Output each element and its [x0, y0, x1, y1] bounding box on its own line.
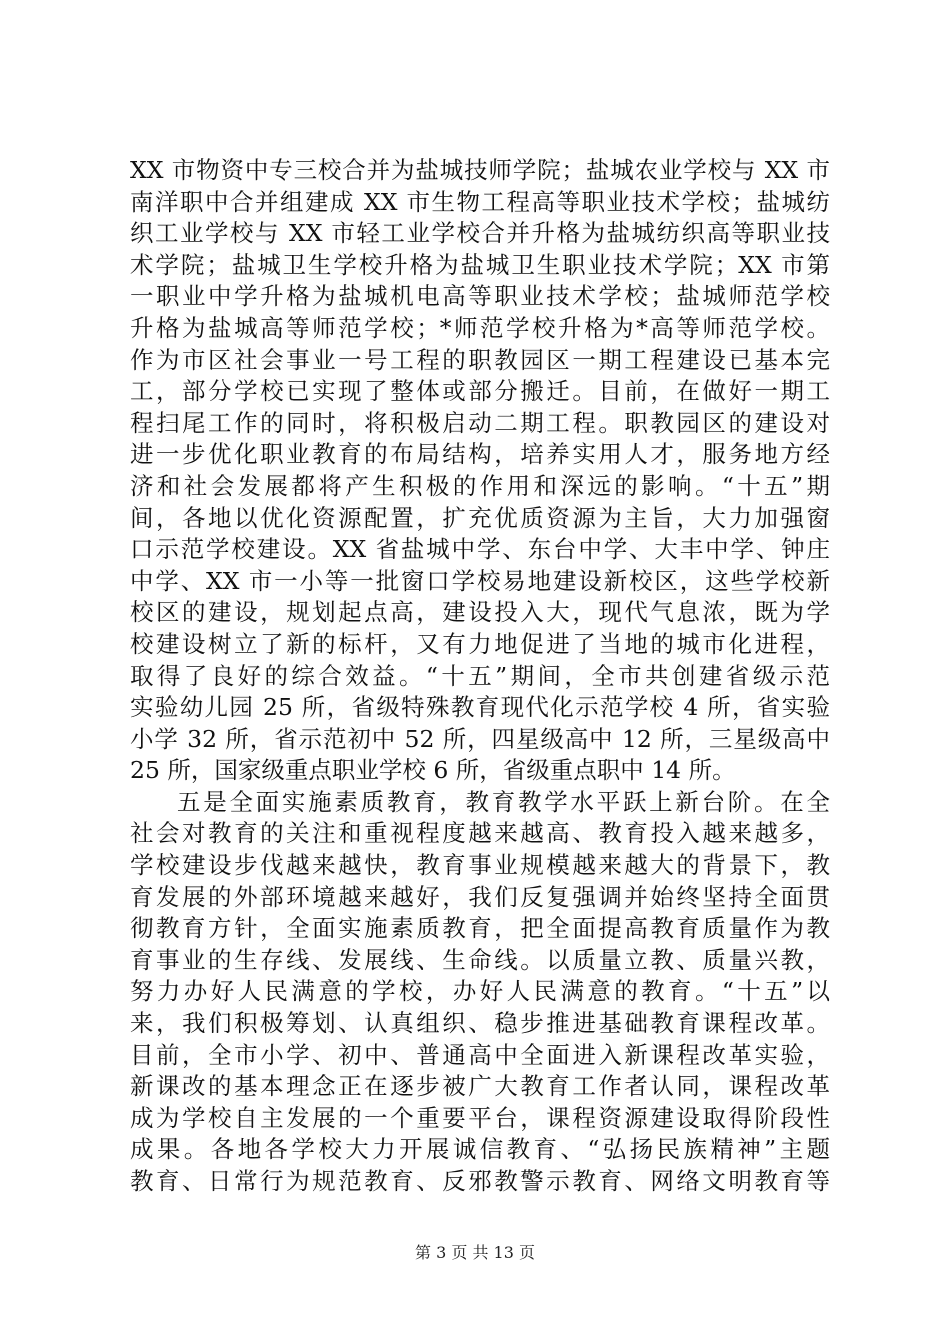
- text-line: 取得了良好的综合效益。“十五”期间，全市共创建省级示范: [130, 661, 830, 690]
- text-line: 实验幼儿园 25 所，省级特殊教育现代化示范学校 4 所，省实验: [130, 693, 830, 722]
- text-line: 中学、XX 市一小等一批窗口学校易地建设新校区，这些学校新: [130, 566, 830, 595]
- text-line: 织工业学校与 XX 市轻工业学校合并升格为盐城纺织高等职业技: [130, 219, 830, 248]
- text-line: 25 所，国家级重点职业学校 6 所，省级重点职中 14 所。: [130, 756, 736, 785]
- text-line: 学校建设步伐越来越快，教育事业规模越来越大的背景下，教: [130, 851, 830, 880]
- text-line: 社会对教育的关注和重视程度越来越高、教育投入越来越多，: [130, 819, 830, 848]
- text-line: 校区的建设，规划起点高，建设投入大，现代气息浓，既为学: [130, 598, 830, 627]
- text-line: 间，各地以优化资源配置，扩充优质资源为主旨，大力加强窗: [130, 503, 830, 532]
- text-line: 工，部分学校已实现了整体或部分搬迁。目前，在做好一期工: [130, 377, 830, 406]
- text-line: 小学 32 所，省示范初中 52 所，四星级高中 12 所，三星级高中: [130, 724, 830, 753]
- text-line: 口示范学校建设。XX 省盐城中学、东台中学、大丰中学、钟庄: [130, 535, 830, 564]
- text-line: 育发展的外部环境越来越好，我们反复强调并始终坚持全面贯: [130, 882, 830, 911]
- text-line: 来，我们积极筹划、认真组织、稳步推进基础教育课程改革。: [130, 1009, 830, 1038]
- text-line: 进一步优化职业教育的布局结构，培养实用人才，服务地方经: [130, 440, 830, 469]
- text-line: 济和社会发展都将产生积极的作用和深远的影响。“十五”期: [130, 471, 830, 500]
- document-body: [130, 155, 830, 1198]
- text-line: 成为学校自主发展的一个重要平台，课程资源建设取得阶段性: [130, 1103, 830, 1132]
- text-line: 育事业的生存线、发展线、生命线。以质量立教、质量兴教，: [130, 945, 830, 974]
- page-number-footer: 第 3 页 共 13 页: [415, 1243, 535, 1262]
- text-line: 程扫尾工作的同时，将积极启动二期工程。职教园区的建设对: [130, 408, 830, 437]
- text-line: XX 市物资中专三校合并为盐城技师学院；盐城农业学校与 XX 市: [130, 156, 830, 184]
- text-line: 新课改的基本理念正在逐步被广大教育工作者认同，课程改革: [130, 1072, 830, 1101]
- text-line: 南洋职中合并组建成 XX 市生物工程高等职业技术学校；盐城纺: [130, 187, 830, 216]
- text-line: 术学院；盐城卫生学校升格为盐城卫生职业技术学院；XX 市第: [130, 250, 830, 279]
- text-line: 成果。各地各学校大力开展诚信教育、“弘扬民族精神”主题: [130, 1135, 830, 1164]
- text-line: 一职业中学升格为盐城机电高等职业技术学校；盐城师范学校: [130, 282, 830, 311]
- paragraph-first-line: 五是全面实施素质教育，教育教学水平跃上新台阶。在全: [177, 787, 830, 816]
- text-line: 彻教育方针，全面实施素质教育，把全面提高教育质量作为教: [130, 914, 830, 943]
- text-line: 教育、日常行为规范教育、反邪教警示教育、网络文明教育等: [130, 1167, 830, 1195]
- text-line: 作为市区社会事业一号工程的职教园区一期工程建设已基本完: [130, 345, 830, 374]
- text-line: 目前，全市小学、初中、普通高中全面进入新课程改革实验，: [130, 1040, 830, 1069]
- text-line: 升格为盐城高等师范学校；*师范学校升格为*高等师范学校。: [130, 313, 830, 342]
- text-line: 校建设树立了新的标杆，又有力地促进了当地的城市化进程，: [130, 629, 830, 658]
- text-line: 努力办好人民满意的学校，办好人民满意的教育。“十五”以: [130, 977, 830, 1006]
